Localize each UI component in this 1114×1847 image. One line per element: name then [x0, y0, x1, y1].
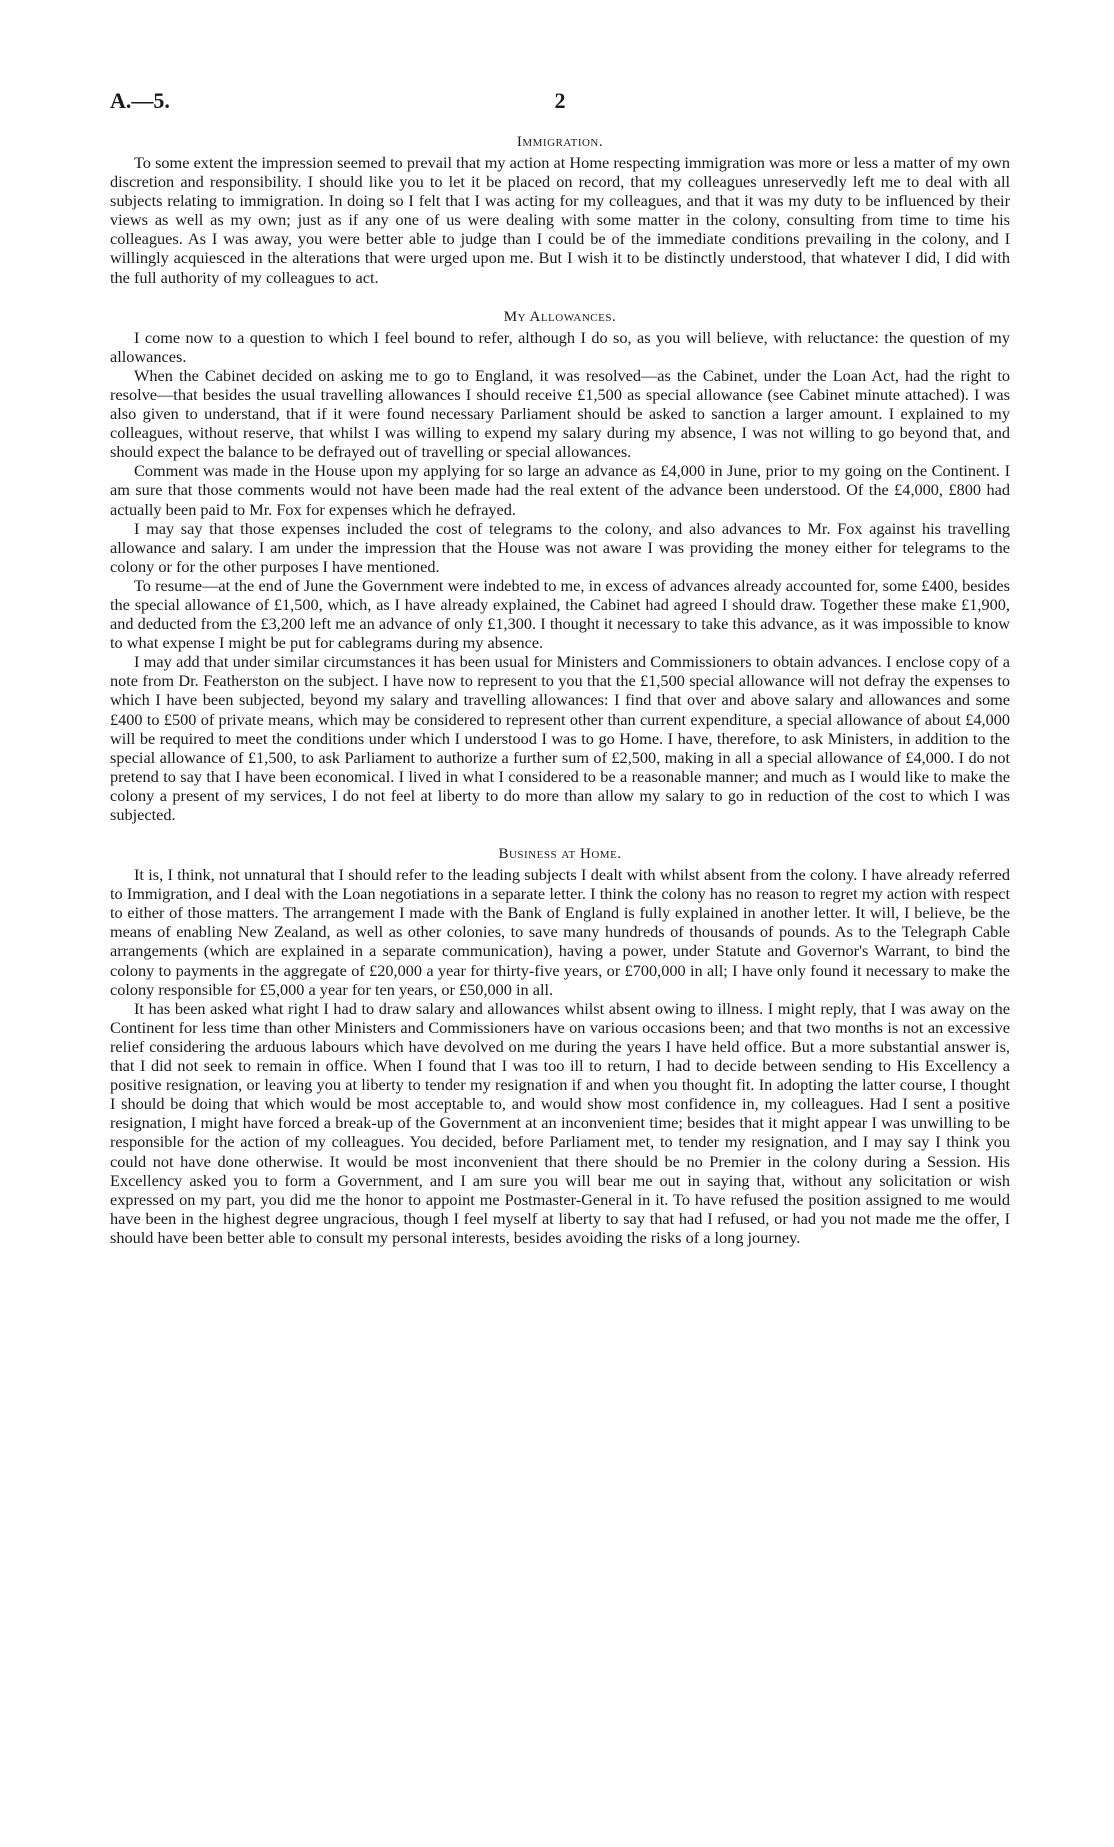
paragraph: To some extent the impression seemed to prevail that my action at Home respecting immigration was more or less a matter of my own discretion and responsibility. I should like you to let it be placed on record, that my colleagues unreservedly left me to deal with all subjects relating to immigration. In doing so I felt that I was acting for my colleagues, and that it was my duty to be influenced by their views as well as my own; just as if any one of us were dealing with some matter in the colony, consulting from time to time his colleagues. As I was away, you were better able to judge than I could be of the immediate conditions prevailing in the colony, and I willingly acquiesced in the alterations that were urged upon me. But I wish it to be distinctly understood, that whatever I did, I did with the full authority of my colleagues to act. [110, 153, 1010, 287]
section [110, 846, 1010, 1247]
page-number: 2 [554, 88, 566, 113]
section [110, 309, 1010, 824]
paragraph: I may say that those expenses included the cost of telegrams to the colony, and also advances to Mr. Fox against his travelling allowance and salary. I am under the impression that the House was not aware I was providing the money either for telegrams to the colony or for the other purposes I have mentioned. [110, 518, 1010, 576]
document-body [110, 134, 1010, 1247]
paragraph: When the Cabinet decided on asking me to go to England, it was resolved—as the Cabinet, under the Loan Act, had the right to resolve—that besides the usual travelling allowances I should receive £1,500 as special allowance (see Cabinet minute attached). I was also given to understand, that if it were found necessary Parliament should be asked to sanction a larger amount. I explained to my colleagues, without reserve, that whilst I was willing to expend my salary during my absence, I was not willing to go beyond that, and should expect the balance to be defrayed out of travelling or special allowances. [110, 365, 1010, 462]
running-header [110, 88, 1010, 128]
document-reference: A.—5. [110, 88, 170, 113]
paragraph: It has been asked what right I had to draw salary and allowances whilst absent owing to illness. I might reply, that I was away on the Continent for less time than other Ministers and Commissioners have on various occasions been; and that two months is not an excessive relief considering the arduous labours which have devolved on me during the years I have held office. But a more substantial answer is, that I did not seek to remain in office. When I found that I was too ill to return, I had to decide between sending to His Excellency a positive resignation, or leaving you at liberty to tender my resignation if and when you thought fit. In adopting the latter course, I thought I should be doing that which would be most acceptable to, and would show most confidence in, my colleagues. Had I sent a positive resignation, I might have forced a break-up of the Government at an inconvenient time; besides that it might appear I was unwilling to be responsible for the action of my colleagues. You decided, before Parliament met, to tender my resignation, and I may say I think you could not have done otherwise. It would be most inconvenient that there should be no Premier in the colony during a Session. His Excellency asked you to form a Government, and I am sure you will bear me out in saying that, without any solicitation or wish expressed on my part, you did me the honor to appoint me Postmaster-General in it. To have refused the position assigned to me would have been in the highest degree ungracious, though I feel myself at liberty to say that had I refused, or had you not made me the offer, I should have been better able to consult my personal interests, besides avoiding the risks of a long journey. [110, 998, 1010, 1247]
document-page [110, 88, 1010, 1247]
paragraph: To resume—at the end of June the Government were indebted to me, in excess of advances already accounted for, some £400, besides the special allowance of £1,500, which, as I have already explained, the Cabinet had agreed I should draw. Together these make £1,900, and deducted from the £3,200 left me an advance of only £1,300. I thought it necessary to take this advance, as it was impossible to know to what expense I might be put for cablegrams during my absence. [110, 575, 1010, 653]
paragraph: I may add that under similar circumstances it has been usual for Ministers and Commissioners to obtain advances. I enclose copy of a note from Dr. Featherston on the subject. I have now to represent to you that the £1,500 special allowance will not defray the expenses to which I have been subjected, beyond my salary and travelling allowances: I find that over and above salary and allowances and some £400 to £500 of private means, which may be considered to represent other than current expenditure, a special allowance of about £4,000 will be required to meet the conditions under which I understood I was to go Home. I have, therefore, to ask Ministers, in addition to the special allowance of £1,500, to ask Parliament to authorize a further sum of £2,500, making in all a special allowance of £4,000. I do not pretend to say that I have been economical. I lived in what I considered to be a reasonable manner; and much as I would like to make the colony a present of my services, I do not feel at liberty to do more than allow my salary to go in reduction of the cost to which I was subjected. [110, 652, 1010, 824]
section-heading: My Allowances. [503, 308, 617, 325]
paragraph: I come now to a question to which I feel bound to refer, although I do so, as you will believe, with reluctance: the question of my allowances. [110, 327, 1010, 366]
section [110, 134, 1010, 287]
section-heading: Immigration. [516, 134, 604, 150]
paragraph: It is, I think, not unnatural that I should refer to the leading subjects I dealt with whilst absent from the colony. I have already referred to Immigration, and I deal with the Loan negotiations in a separate letter. I think the colony has no reason to regret my action with respect to either of those matters. The arrangement I made with the Bank of England is fully explained in another letter. It will, I believe, be the means of enabling New Zealand, as well as other colonies, to save many hundreds of thousands of pounds. As to the Telegraph Cable arrangements (which are explained in a separate communication), having a power, under Statute and Governor's Warrant, to bind the colony to payments in the aggregate of £20,000 a year for thirty-five years, or £700,000 in all; I have only found it necessary to make the colony responsible for £5,000 a year for ten years, or £50,000 in all. [110, 865, 1010, 999]
paragraph: Comment was made in the House upon my applying for so large an advance as £4,000 in June, prior to my going on the Continent. I am sure that those comments would not have been made had the real extent of the advance been understood. Of the £4,000, £800 had actually been paid to Mr. Fox for expenses which he defrayed. [110, 461, 1010, 519]
section-heading: Business at Home. [498, 846, 622, 863]
